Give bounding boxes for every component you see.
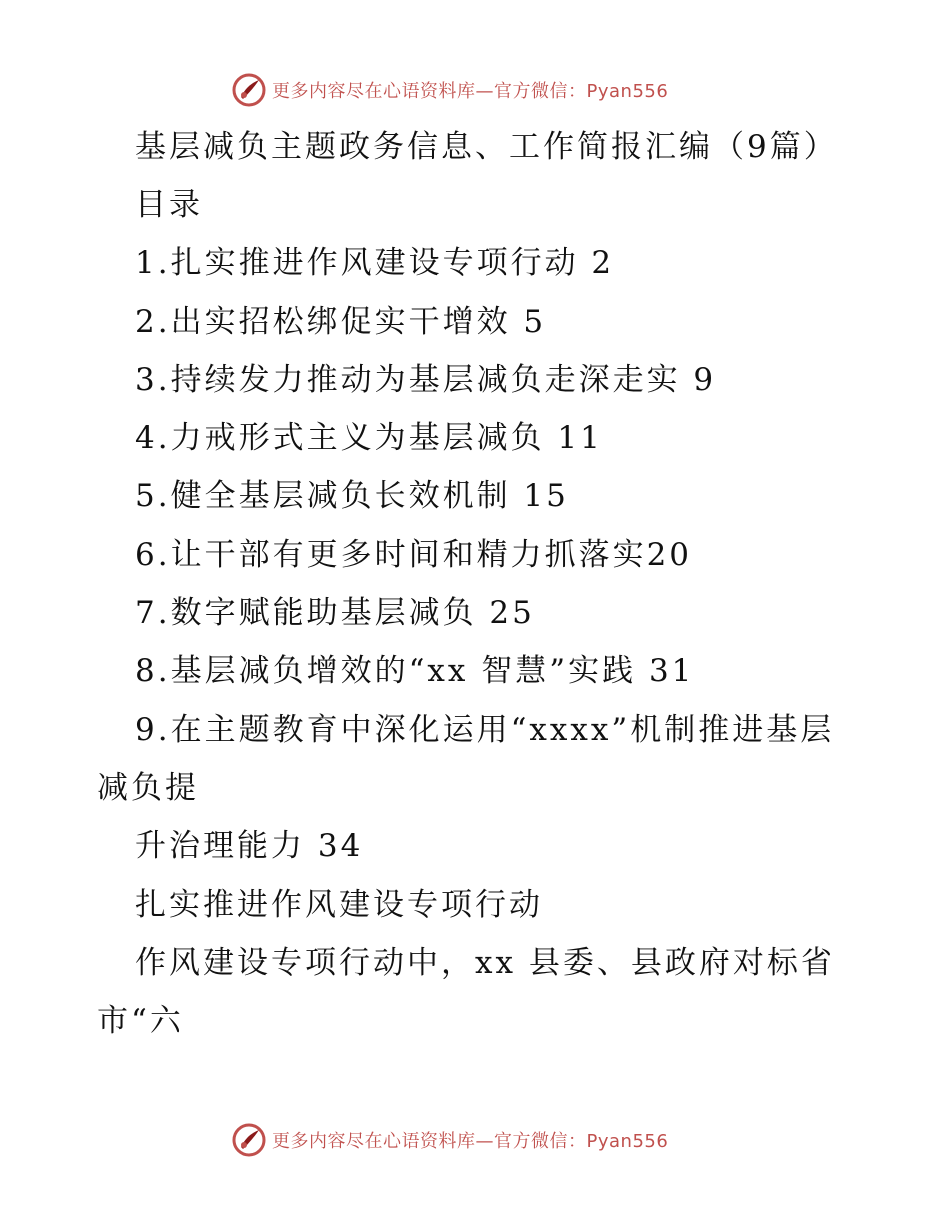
toc-item-9-continued-2: 升治理能力 34 (135, 828, 364, 864)
body-paragraph-line-1: 作风建设专项行动中，xx 县委、县政府对标省 (135, 945, 835, 981)
section-title: 扎实推进作风建设专项行动 (135, 887, 543, 923)
toc-item-9-continued: 减负提 (97, 770, 199, 806)
toc-item-4: 4.力戒形式主义为基层减负 11 (135, 420, 603, 456)
toc-item-9: 9.在主题教育中深化运用“xxxx”机制推进基层 (135, 712, 835, 748)
toc-item-2: 2.出实招松绑促实干增效 5 (135, 304, 547, 340)
body-paragraph-line-2: 市“六 (97, 1003, 184, 1039)
toc-item-5: 5.健全基层减负长效机制 15 (135, 478, 569, 514)
toc-heading: 目录 (135, 187, 203, 223)
brush-logo-icon (232, 1123, 266, 1157)
toc-item-7: 7.数字赋能助基层减负 25 (135, 595, 535, 631)
toc-item-1: 1.扎实推进作风建设专项行动 2 (135, 245, 615, 281)
watermark-header (232, 72, 752, 108)
toc-item-8: 8.基层减负增效的“xx 智慧”实践 31 (135, 653, 695, 689)
watermark-text: 更多内容尽在心语资料库—官方微信：Pyan556 (272, 1131, 669, 1152)
watermark-footer (232, 1122, 752, 1158)
toc-item-3: 3.持续发力推动为基层减负走深走实 9 (135, 362, 717, 398)
document-title: 基层减负主题政务信息、工作简报汇编（9篇） (135, 129, 838, 165)
toc-item-6: 6.让干部有更多时间和精力抓落实20 (135, 537, 693, 573)
watermark-text: 更多内容尽在心语资料库—官方微信：Pyan556 (272, 81, 669, 102)
brush-logo-icon (232, 73, 266, 107)
